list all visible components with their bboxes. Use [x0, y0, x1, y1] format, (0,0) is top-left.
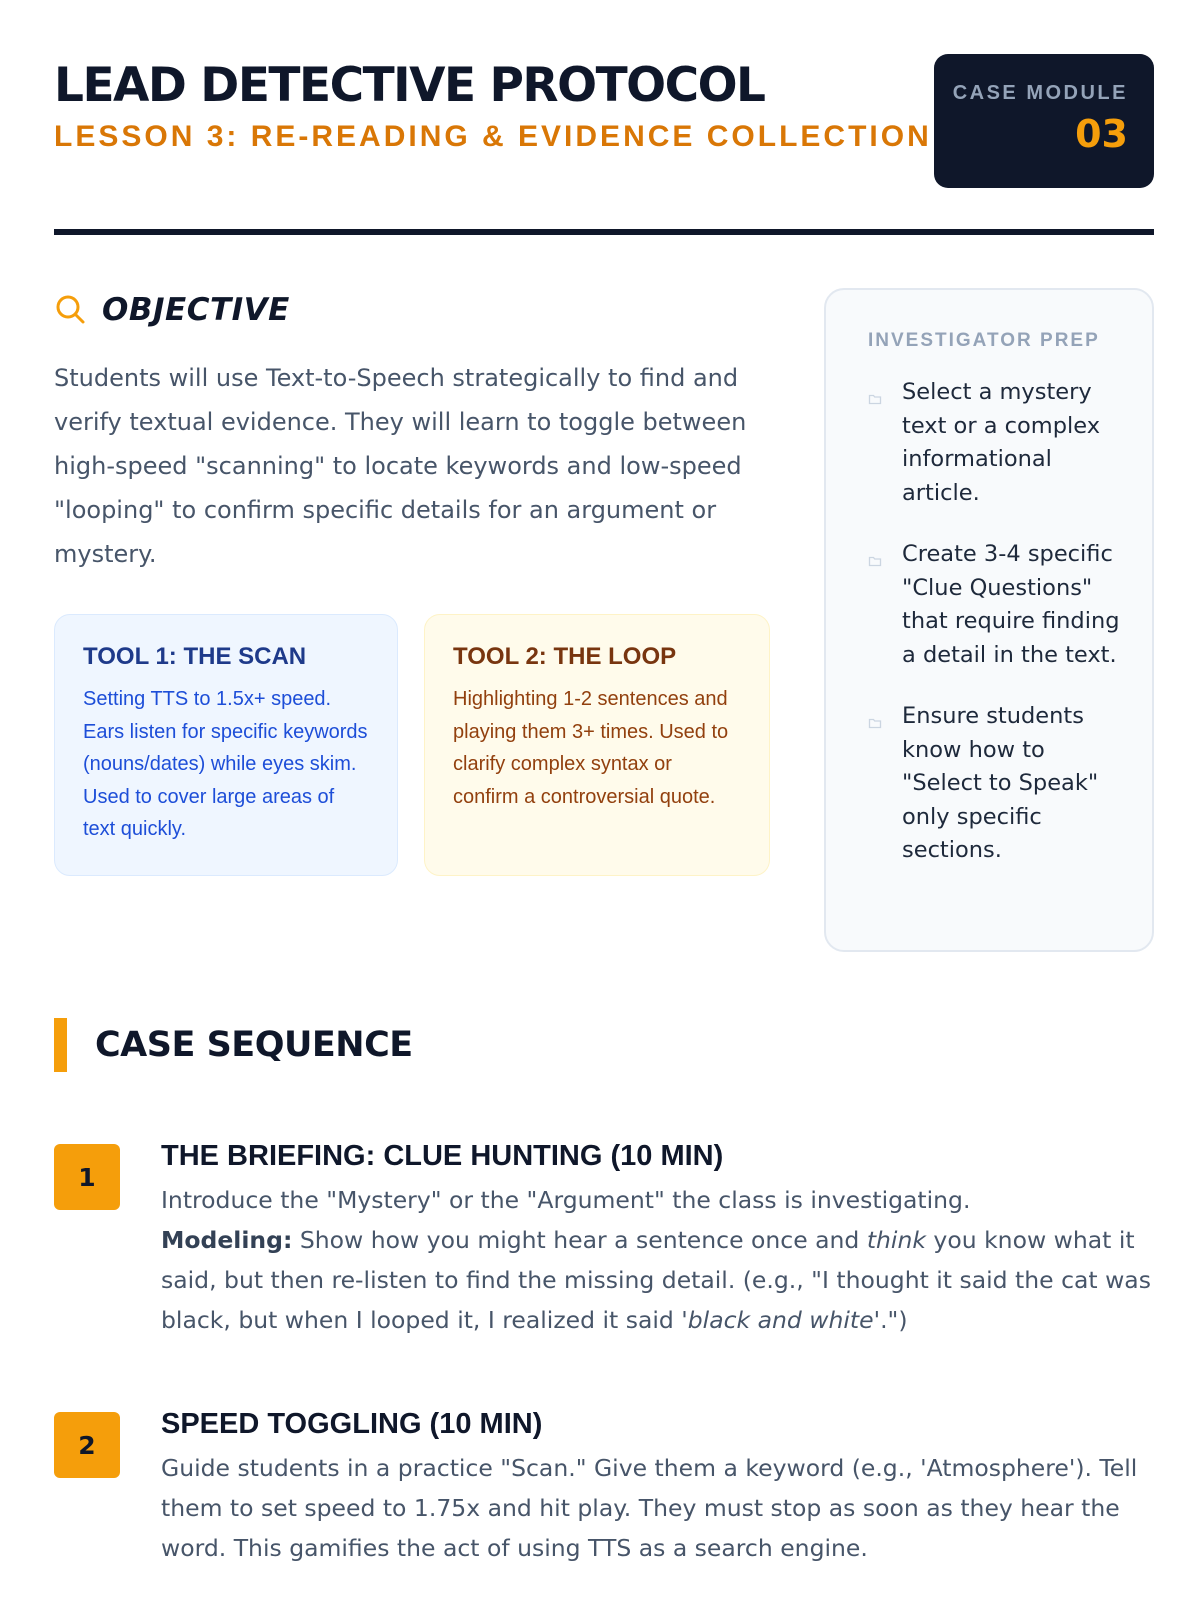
folder-icon: [868, 716, 882, 730]
step-intro: Introduce the "Mystery" or the "Argument" the class is investigating.: [161, 1186, 971, 1214]
prep-item-text: Ensure students know how to "Select to Speak" only specific sections.: [902, 703, 1099, 863]
prep-item-text: Create 3-4 specific "Clue Questions" that require finding a detail in the text.: [902, 541, 1120, 668]
step-content: [161, 1136, 1154, 1340]
case-sequence-heading: [54, 1018, 413, 1072]
list-item: [868, 538, 1122, 672]
tool-card-scan: [54, 614, 398, 876]
modeling-text: you know what it said, but then re-listen to find the missing detail. (e.g., "I thought it said the cat was black, but when I looped it, I realized it said: [161, 1226, 1151, 1334]
module-number: 03: [1075, 112, 1128, 156]
page-header: [54, 54, 1154, 234]
modeling-label: Modeling:: [161, 1226, 293, 1254]
search-icon: [54, 293, 88, 327]
investigator-prep-card: [824, 288, 1154, 952]
sequence-title: CASE SEQUENCE: [95, 1025, 413, 1065]
lesson-subtitle: LESSON 3: RE-READING & EVIDENCE COLLECTION: [54, 120, 932, 153]
step-number-badge: 1: [54, 1144, 120, 1210]
heading-accent-bar: [54, 1018, 67, 1072]
case-module-badge: [934, 54, 1154, 188]
list-item: [868, 700, 1122, 868]
step-body: [161, 1180, 1154, 1340]
tool-description: Highlighting 1-2 sentences and playing them 3+ times. Used to clarify complex syntax or confirm a controversial quote.: [453, 688, 729, 808]
step-title: SPEED TOGGLING (10 MIN): [161, 1408, 543, 1440]
module-label: CASE MODULE: [952, 82, 1128, 104]
folder-icon: [868, 554, 882, 568]
tool-title: TOOL 1: THE SCAN: [83, 643, 307, 670]
prep-list: [868, 376, 1122, 868]
modeling-text: ."): [880, 1306, 908, 1334]
tool-title: TOOL 2: THE LOOP: [453, 643, 677, 670]
folder-icon: [868, 392, 882, 406]
prep-item-text: Select a mystery text or a complex informational article.: [902, 379, 1101, 506]
step-title: THE BRIEFING: CLUE HUNTING (10 MIN): [161, 1140, 724, 1172]
tool-card-loop: [424, 614, 770, 876]
step-number-badge: 2: [54, 1412, 120, 1478]
emphasis-think: think: [866, 1226, 926, 1254]
objective-title: OBJECTIVE: [102, 292, 290, 328]
modeling-text: Show how you might hear a sentence once and: [292, 1226, 867, 1254]
objective-text: Students will use Text-to-Speech strategically to find and verify textual evidence. They will learn to toggle between high-speed "scanning" to locate keywords and low-speed "looping" to confirm specific details for an argument or mystery.: [54, 364, 747, 568]
prep-title: INVESTIGATOR PREP: [868, 330, 1100, 351]
step-body: Guide students in a practice "Scan." Give them a keyword (e.g., 'Atmosphere'). Tell them to set speed to 1.75x and hit play. They must stop as soon as they hear the word. This gamifies the act of using TTS as a search engine.: [161, 1454, 1138, 1562]
emphasis-quote: 'black and white': [681, 1306, 881, 1334]
list-item: [868, 376, 1122, 510]
page-title: LEAD DETECTIVE PROTOCOL: [54, 58, 765, 113]
objective-heading: [54, 290, 290, 330]
step-content: [161, 1404, 1154, 1568]
tool-description: Setting TTS to 1.5x+ speed. Ears listen for specific keywords (nouns/dates) while eyes skim. Used to cover large areas of text quickly.: [83, 688, 368, 840]
header-divider: [54, 229, 1154, 235]
